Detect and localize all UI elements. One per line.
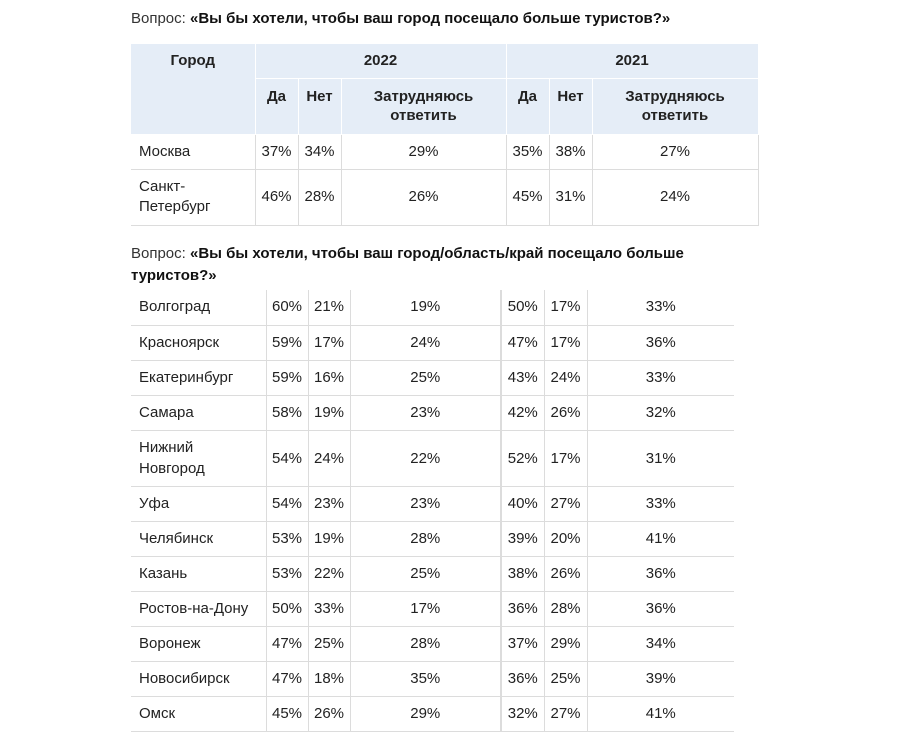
value-cell: 27% [544,696,587,731]
value-cell: 37% [501,626,544,661]
value-cell: 35% [350,661,501,696]
value-cell: 31% [587,430,734,486]
table-row [131,430,734,486]
header-city: Город [131,44,255,134]
value-cell: 22% [308,556,350,591]
value-cell: 25% [350,360,501,395]
value-cell: 36% [501,661,544,696]
value-cell: 59% [266,325,308,360]
value-cell: 33% [587,290,734,325]
value-cell: 60% [266,290,308,325]
table-row [131,290,734,325]
value-cell: 19% [308,521,350,556]
question-2-prefix: Вопрос: [131,245,190,262]
value-cell: 26% [544,395,587,430]
value-cell: 24% [592,169,758,225]
value-cell: 33% [587,360,734,395]
table-row [131,661,734,696]
value-cell: 26% [308,696,350,731]
regional-results-table [131,290,734,732]
value-cell: 45% [266,696,308,731]
city-name: Новосибирск [131,661,266,696]
table-row [131,591,734,626]
city-name: Волгоград [131,290,266,325]
city-name: Челябинск [131,521,266,556]
header-year-2021: 2021 [506,44,758,78]
city-name: Москва [131,134,255,169]
value-cell: 22% [350,430,501,486]
value-cell: 26% [341,169,506,225]
value-cell: 25% [350,556,501,591]
table-row [131,325,734,360]
header-year-2022: 2022 [255,44,506,78]
value-cell: 54% [266,486,308,521]
value-cell: 25% [544,661,587,696]
value-cell: 43% [501,360,544,395]
city-name: Санкт-Петербург [131,169,255,225]
value-cell: 19% [308,395,350,430]
city-name: Екатеринбург [131,360,266,395]
value-cell: 25% [308,626,350,661]
header-unsure-2022: Затрудняюсь ответить [341,78,506,134]
value-cell: 26% [544,556,587,591]
value-cell: 29% [544,626,587,661]
value-cell: 28% [350,626,501,661]
value-cell: 32% [587,395,734,430]
question-1-prefix: Вопрос: [131,10,190,27]
table-row [131,626,734,661]
value-cell: 39% [501,521,544,556]
table-row [131,169,758,225]
value-cell: 35% [506,134,549,169]
value-cell: 23% [350,395,501,430]
value-cell: 31% [549,169,592,225]
table-row [131,521,734,556]
table-row [131,395,734,430]
city-name: Казань [131,556,266,591]
value-cell: 39% [587,661,734,696]
value-cell: 50% [266,591,308,626]
value-cell: 21% [308,290,350,325]
value-cell: 38% [501,556,544,591]
value-cell: 33% [308,591,350,626]
value-cell: 36% [587,591,734,626]
value-cell: 23% [308,486,350,521]
value-cell: 29% [350,696,501,731]
value-cell: 17% [544,430,587,486]
value-cell: 19% [350,290,501,325]
value-cell: 28% [298,169,341,225]
value-cell: 17% [350,591,501,626]
table-row [131,696,734,731]
value-cell: 40% [501,486,544,521]
header-yes-2022: Да [255,78,298,134]
value-cell: 34% [587,626,734,661]
value-cell: 28% [544,591,587,626]
table-row [131,134,758,169]
value-cell: 41% [587,521,734,556]
city-name: Красноярск [131,325,266,360]
value-cell: 36% [587,556,734,591]
value-cell: 47% [266,626,308,661]
value-cell: 53% [266,556,308,591]
results-table-2022-2021 [131,44,759,226]
value-cell: 58% [266,395,308,430]
header-yes-2021: Да [506,78,549,134]
question-2 [131,243,731,287]
value-cell: 16% [308,360,350,395]
value-cell: 17% [544,325,587,360]
header-unsure-2021: Затрудняюсь ответить [592,78,758,134]
value-cell: 17% [544,290,587,325]
value-cell: 36% [501,591,544,626]
header-no-2022: Нет [298,78,341,134]
value-cell: 53% [266,521,308,556]
value-cell: 41% [587,696,734,731]
value-cell: 45% [506,169,549,225]
value-cell: 34% [298,134,341,169]
value-cell: 47% [501,325,544,360]
value-cell: 37% [255,134,298,169]
value-cell: 46% [255,169,298,225]
city-name: Ростов-на-Дону [131,591,266,626]
value-cell: 27% [544,486,587,521]
city-name: Нижний Новгород [131,430,266,486]
city-name: Воронеж [131,626,266,661]
city-name: Уфа [131,486,266,521]
table-row [131,556,734,591]
value-cell: 18% [308,661,350,696]
value-cell: 27% [592,134,758,169]
value-cell: 33% [587,486,734,521]
value-cell: 42% [501,395,544,430]
question-1-text: «Вы бы хотели, чтобы ваш город посещало больше туристов?» [190,10,671,27]
table-row [131,486,734,521]
value-cell: 36% [587,325,734,360]
question-1 [131,8,811,30]
value-cell: 54% [266,430,308,486]
city-name: Омск [131,696,266,731]
value-cell: 59% [266,360,308,395]
city-name: Самара [131,395,266,430]
value-cell: 24% [350,325,501,360]
table-row [131,360,734,395]
value-cell: 24% [308,430,350,486]
value-cell: 50% [501,290,544,325]
value-cell: 29% [341,134,506,169]
value-cell: 24% [544,360,587,395]
question-2-text: «Вы бы хотели, чтобы ваш город/область/край посещало больше туристов?» [131,245,684,284]
value-cell: 28% [350,521,501,556]
value-cell: 17% [308,325,350,360]
value-cell: 38% [549,134,592,169]
header-no-2021: Нет [549,78,592,134]
value-cell: 20% [544,521,587,556]
value-cell: 47% [266,661,308,696]
value-cell: 23% [350,486,501,521]
value-cell: 32% [501,696,544,731]
value-cell: 52% [501,430,544,486]
